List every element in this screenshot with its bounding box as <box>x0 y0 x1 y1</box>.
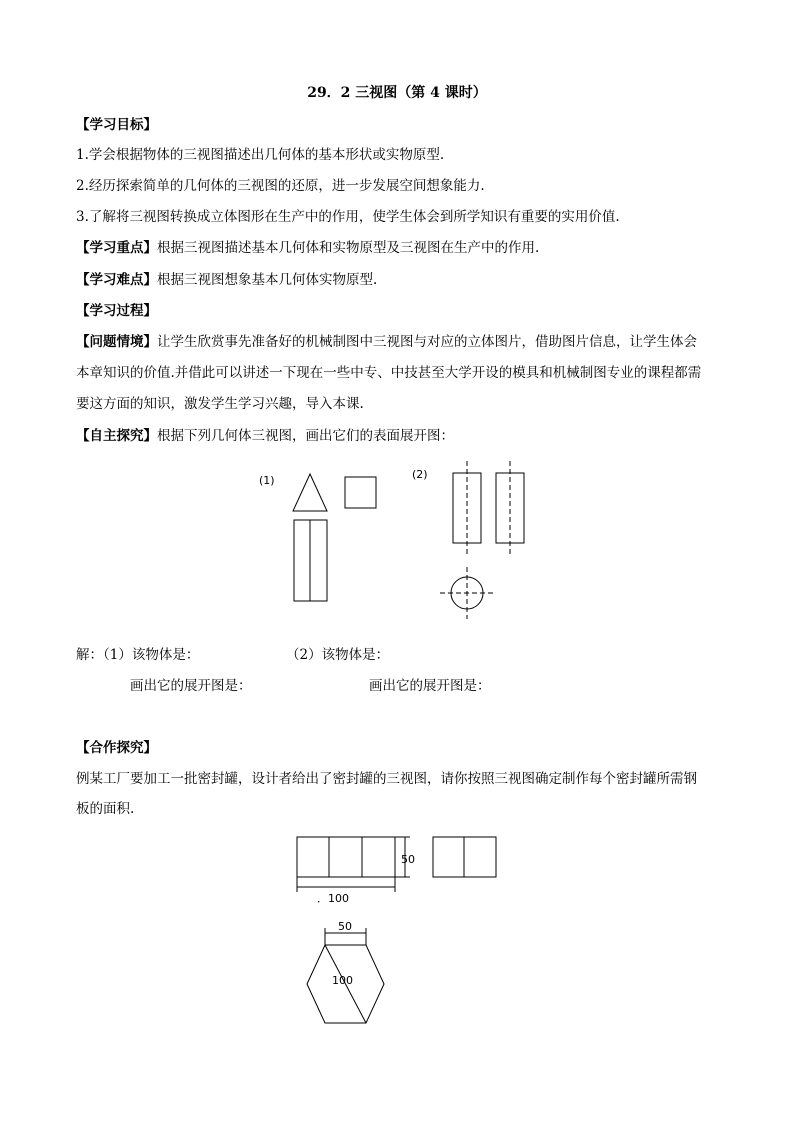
front-view-rect <box>453 473 481 543</box>
figure-1-three-views <box>259 474 376 601</box>
answer-line-1b: （2）该物体是： <box>286 647 390 663</box>
top-view-square <box>345 477 376 508</box>
coop-line-1: 例某工厂要加工一批密封罐，设计者给出了密封罐的三视图，请你按照三视图确定制作每个密封罐所需钢 <box>76 771 697 787</box>
answer-line-2a: 画出它的展开图是： <box>130 678 252 694</box>
can-three-views <box>297 837 496 1023</box>
height-dim-label: 50 <box>401 853 415 866</box>
self-explore-label: 【自主探究】 <box>76 428 157 444</box>
page-title: 29．2 三视图（第 4 课时） <box>307 85 487 101</box>
front-view-triangle <box>293 474 327 511</box>
key-point-label: 【学习重点】 <box>76 240 157 256</box>
key-point-text: 根据三视图描述基本几何体和实物原型及三视图在生产中的作用. <box>157 240 540 256</box>
situation-text-1: 让学生欣赏事先准备好的机械制图中三视图与对应的立体图片，借助图片信息，让学生体会 <box>157 334 697 350</box>
goal-3: 3.了解将三视图转换成立体图形在生产中的作用，使学生体会到所学知识有重要的实用价值. <box>76 209 620 225</box>
answer-line-1a: 解：（1）该物体是： <box>76 647 200 663</box>
width-dim-label: ．100 <box>317 892 349 905</box>
situation-line-2: 本章知识的价值.并借此可以讲述一下现在一些中专、中技甚至大学开设的模具和机械制图专业的课程都需 <box>76 365 702 381</box>
coop-heading: 【合作探究】 <box>76 740 157 756</box>
goal-2: 2.经历探索简单的几何体的三视图的还原，进一步发展空间想象能力. <box>76 178 485 194</box>
goals-heading: 【学习目标】 <box>76 117 157 133</box>
diag-dim-label: 100 <box>332 974 353 987</box>
coop-line-2: 板的面积. <box>76 801 135 817</box>
figure-2-three-views <box>412 461 524 619</box>
situation-line-3: 要这方面的知识，激发学生学习兴趣，导入本课. <box>76 396 364 412</box>
side-view-rect <box>496 473 524 543</box>
side-dim-label: 50 <box>338 920 352 933</box>
answer-line-2b: 画出它的展开图是： <box>369 678 491 694</box>
difficulty-text: 根据三视图想象基本几何体实物原型. <box>157 272 378 288</box>
goal-1: 1.学会根据物体的三视图描述出几何体的基本形状或实物原型. <box>76 147 445 163</box>
situation-label: 【问题情境】 <box>76 334 157 350</box>
process-heading: 【学习过程】 <box>76 303 157 319</box>
can-front-view <box>297 837 395 877</box>
self-explore-text: 根据下列几何体三视图，画出它们的表面展开图： <box>157 428 454 444</box>
figure-1-label: (1) <box>259 474 275 487</box>
difficulty-label: 【学习难点】 <box>76 272 157 288</box>
figure-2-label: (2) <box>412 468 428 481</box>
